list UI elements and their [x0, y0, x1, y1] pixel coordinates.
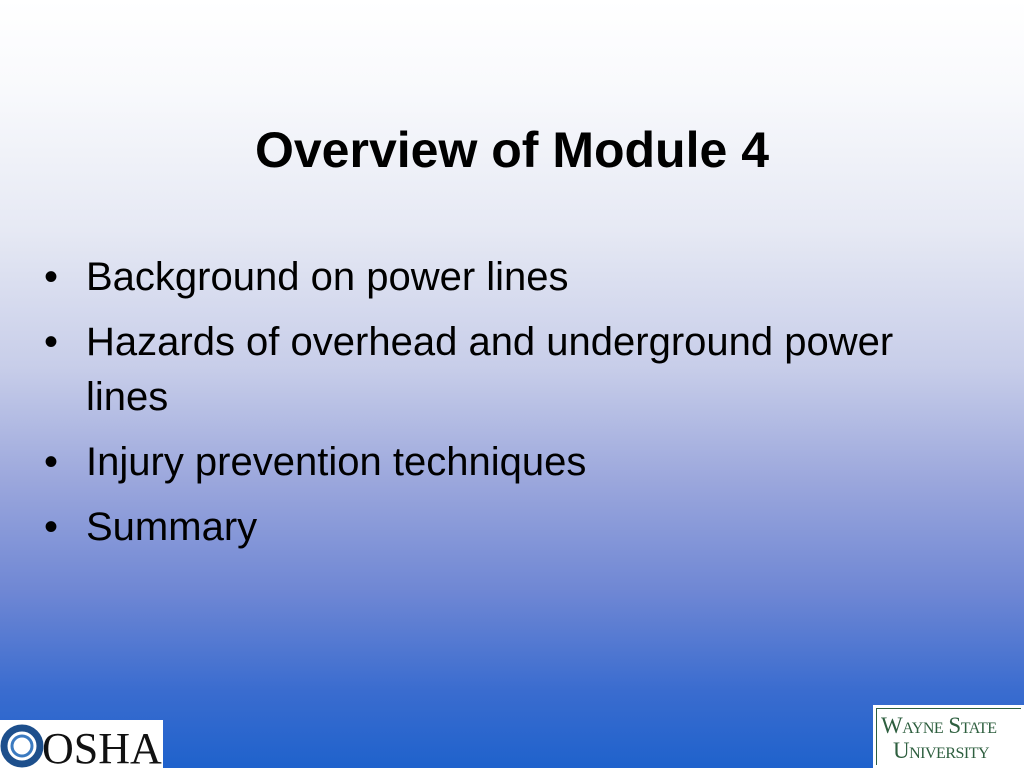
wsu-logo-line-2: University: [893, 738, 990, 763]
bullet-text: Summary: [86, 505, 258, 549]
osha-logo-text: OSHA: [42, 724, 162, 768]
bullet-item: [44, 250, 944, 305]
bullet-text: Hazards of overhead and underground power lines: [86, 320, 894, 419]
slide-title: Overview of Module 4: [254, 122, 769, 178]
bullet-item: [44, 435, 944, 490]
bullet-text: Background on power lines: [86, 255, 569, 299]
bullet-dot-icon: •: [44, 440, 59, 484]
bullet-dot-icon: •: [44, 505, 59, 549]
bullet-dot-icon: •: [44, 320, 59, 364]
bullet-item: [44, 500, 944, 555]
bullet-list: [44, 250, 944, 565]
osha-logo-icon: [0, 720, 163, 768]
wsu-logo-line-1: Wayne State: [881, 713, 997, 738]
wayne-state-university-logo-icon: [873, 705, 1024, 768]
bullet-text: Injury prevention techniques: [86, 440, 587, 484]
bullet-dot-icon: •: [44, 255, 59, 299]
bullet-item: [44, 315, 944, 425]
